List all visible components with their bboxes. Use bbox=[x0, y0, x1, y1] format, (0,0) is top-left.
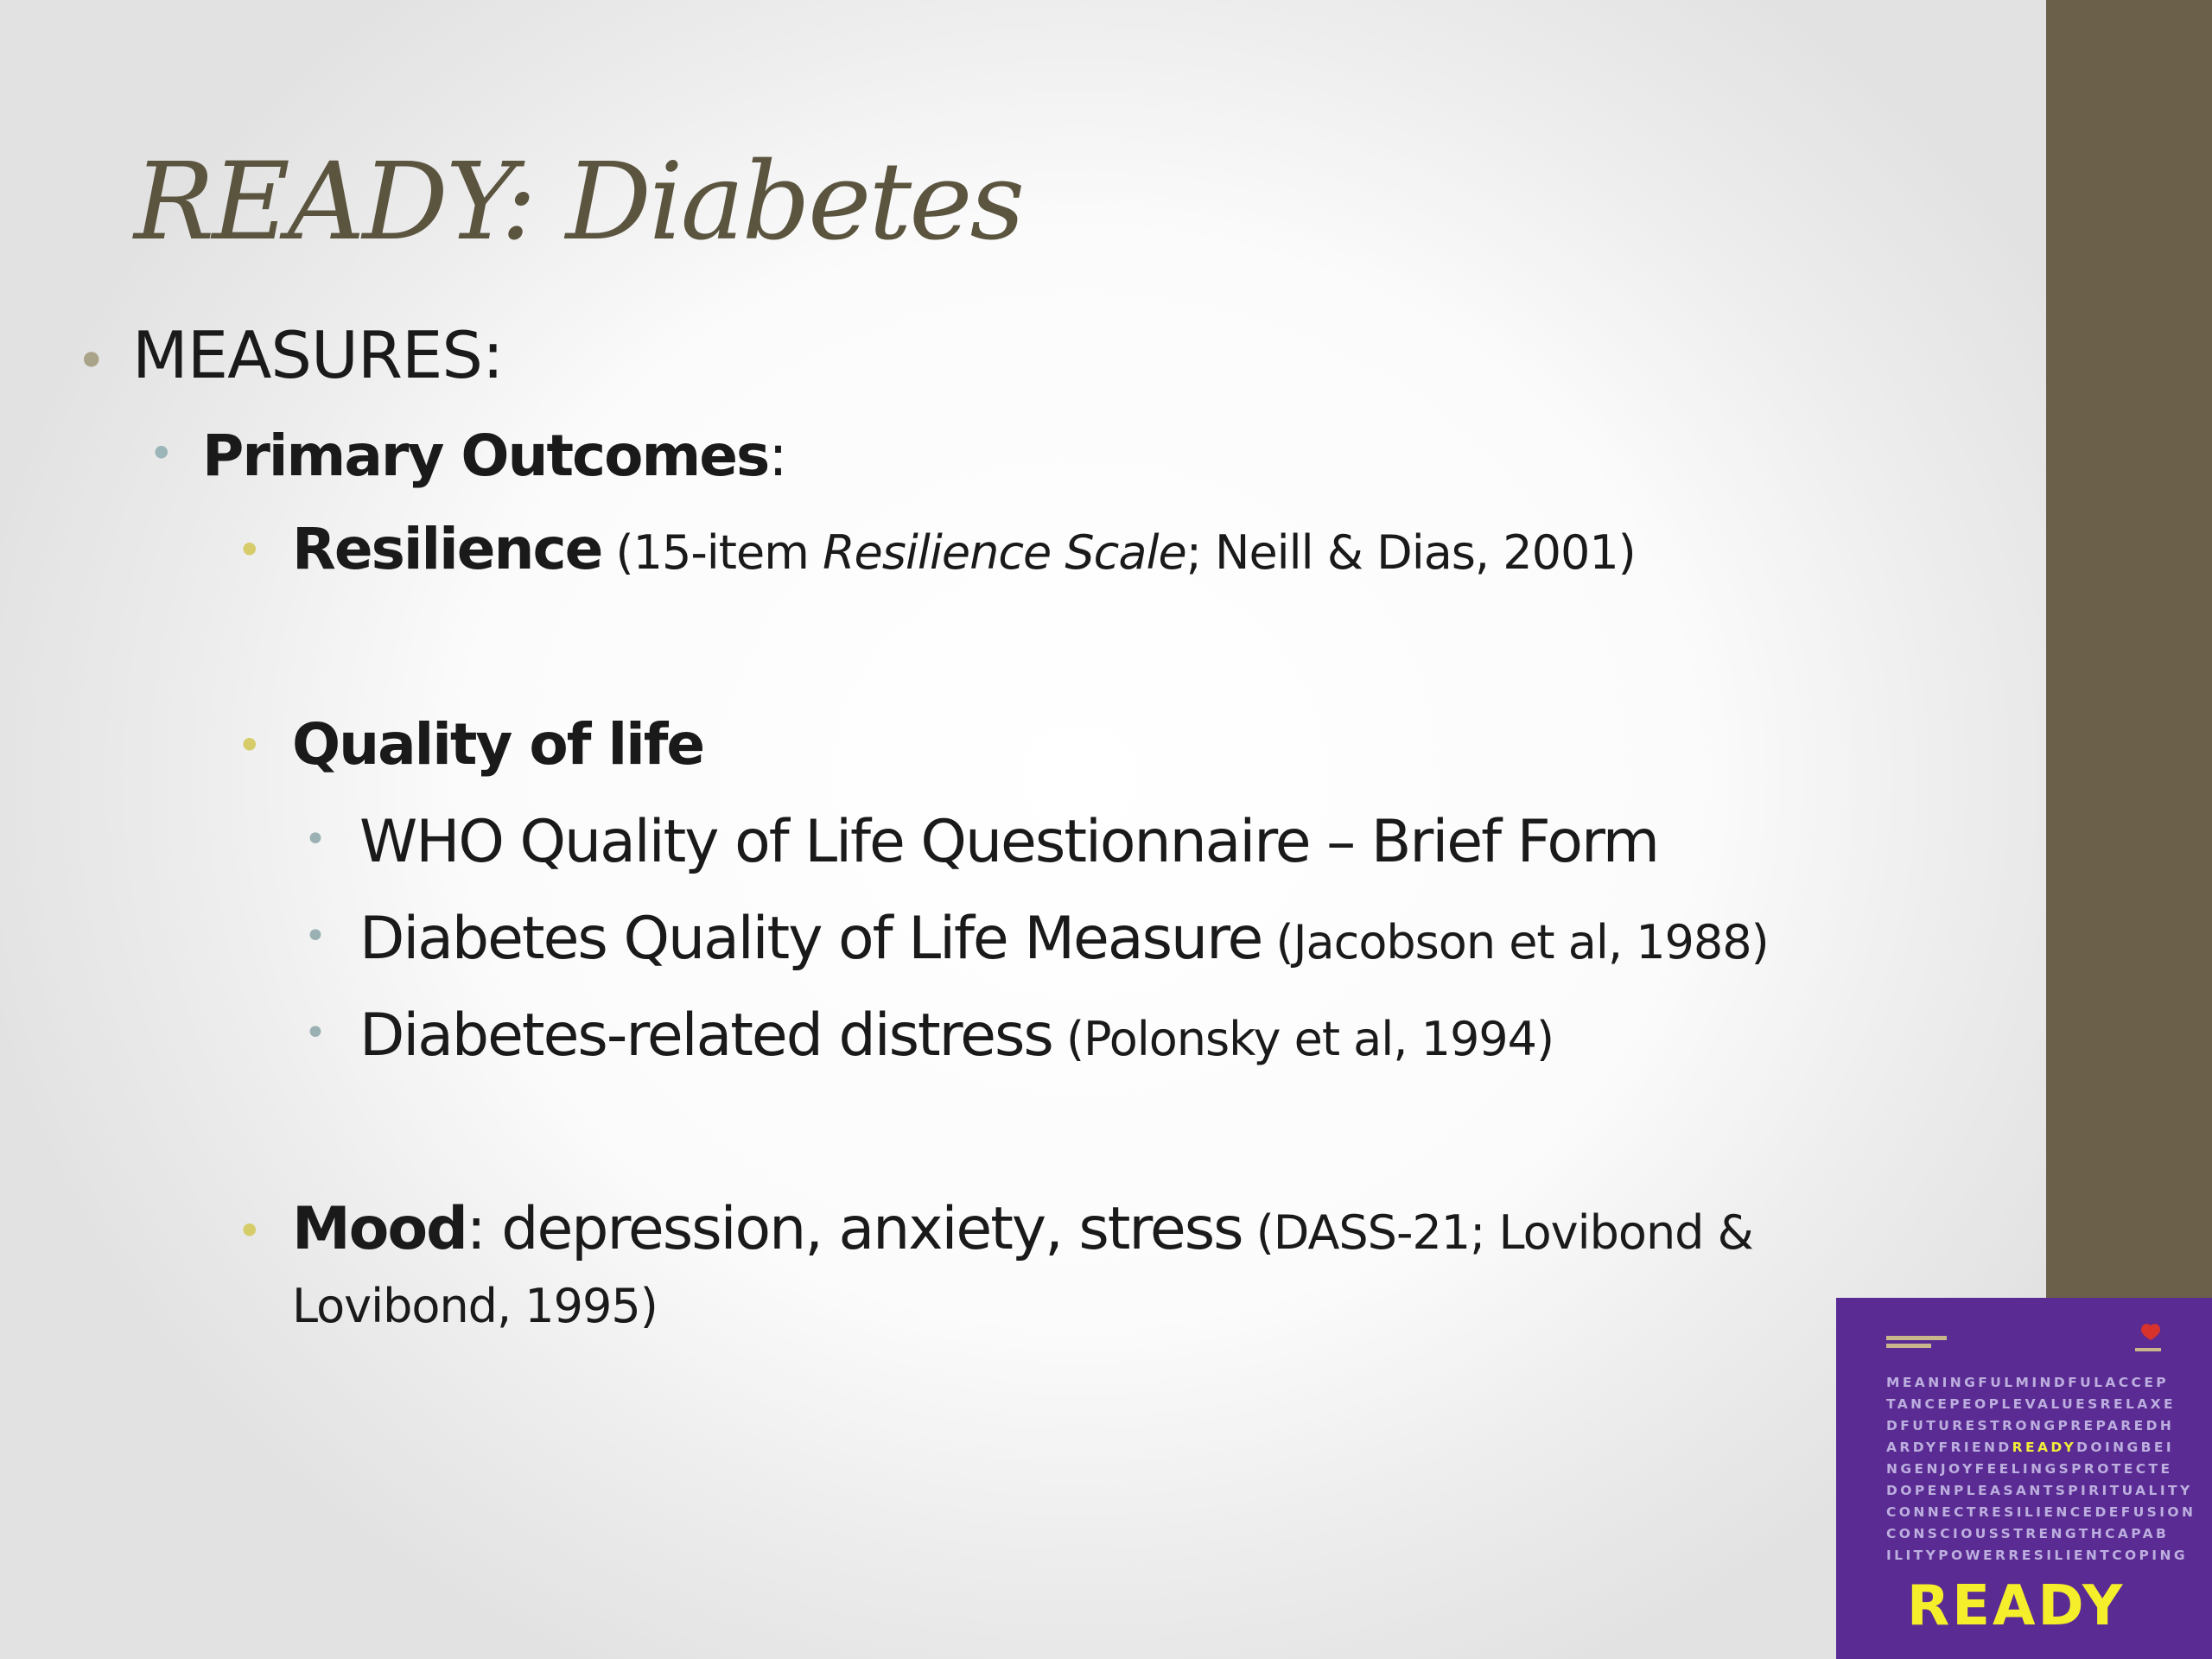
heart-foundation-icon bbox=[2118, 1322, 2166, 1357]
university-emblem-icon bbox=[1886, 1336, 1948, 1351]
primary-outcomes-line bbox=[202, 423, 786, 489]
qol-item-who bbox=[359, 809, 1658, 876]
bullet-dot: • bbox=[237, 1206, 263, 1256]
qol-item-ref: (Jacobson et al, 1988) bbox=[1262, 915, 1769, 969]
logo-word-row: DFUTURESTRONGPREPAREDH bbox=[1886, 1418, 2175, 1433]
qol-item-distress bbox=[359, 1002, 1554, 1070]
logo-word-row: CONNECTRESILIENCEDEFUSION bbox=[1886, 1504, 2196, 1520]
logo-word-row: CONSCIOUSSTRENGTHCAPAB bbox=[1886, 1526, 2170, 1541]
resilience-ref-rest: ; Neill & Dias, 2001) bbox=[1185, 525, 1636, 580]
logo-word-row: NGENJOYFEELINGSPROTECTE bbox=[1886, 1461, 2173, 1477]
logo-word-row: ILITYPOWERRESILIENTCOPING bbox=[1886, 1548, 2188, 1563]
slide-title: READY: Diabetes bbox=[134, 140, 1023, 264]
bullet-dot: • bbox=[304, 914, 327, 958]
mood-ref-continued: Lovibond, 1995) bbox=[292, 1279, 658, 1333]
mood-line bbox=[292, 1196, 1753, 1263]
resilience-label: Resilience bbox=[292, 516, 602, 582]
bullet-dot: • bbox=[76, 331, 107, 391]
logo-word-row: MEANINGFULMINDFULACCEP bbox=[1886, 1375, 2170, 1390]
primary-outcomes-label: Primary Outcomes bbox=[202, 423, 769, 489]
bullet-dot: • bbox=[304, 1011, 327, 1055]
logo-word-highlight: READY bbox=[2012, 1440, 2077, 1455]
bullet-dot: • bbox=[237, 721, 263, 771]
qol-item-ref: (Polonsky et al, 1994) bbox=[1052, 1012, 1554, 1066]
logo-word-row: TANCEPEOPLEVALUESRELAXE bbox=[1886, 1396, 2176, 1412]
logo-word-row: DOPENPLEASANTSPIRITUALITY bbox=[1886, 1483, 2193, 1498]
bullet-dot: • bbox=[304, 817, 327, 861]
resilience-ref-open: (15-item bbox=[601, 525, 823, 580]
quality-of-life-label: Quality of life bbox=[292, 711, 704, 778]
qol-item-dqol bbox=[359, 906, 1769, 973]
resilience-scale-name: Resilience Scale bbox=[822, 525, 1186, 580]
mood-label: Mood bbox=[292, 1195, 467, 1263]
mood-ref: (DASS-21; Lovibond & bbox=[1242, 1205, 1753, 1260]
measures-heading: MEASURES: bbox=[132, 317, 504, 393]
bullet-dot: • bbox=[237, 525, 263, 575]
primary-outcomes-colon: : bbox=[768, 423, 786, 489]
logo-brand-text: READY bbox=[1907, 1574, 2126, 1638]
qol-item-text: Diabetes Quality of Life Measure bbox=[359, 905, 1262, 973]
mood-text: : depression, anxiety, stress bbox=[466, 1195, 1243, 1263]
ready-program-logo bbox=[1836, 1298, 2212, 1659]
logo-word-grid bbox=[1886, 1372, 2196, 1567]
qol-item-text: Diabetes-related distress bbox=[359, 1001, 1052, 1070]
logo-word-row: ARDYFRIENDREADYDOINGBEI bbox=[1886, 1440, 2174, 1455]
resilience-line bbox=[292, 517, 1636, 582]
bullet-dot: • bbox=[149, 429, 175, 479]
qol-item-text: WHO Quality of Life Questionnaire – Brief Form bbox=[359, 808, 1658, 876]
